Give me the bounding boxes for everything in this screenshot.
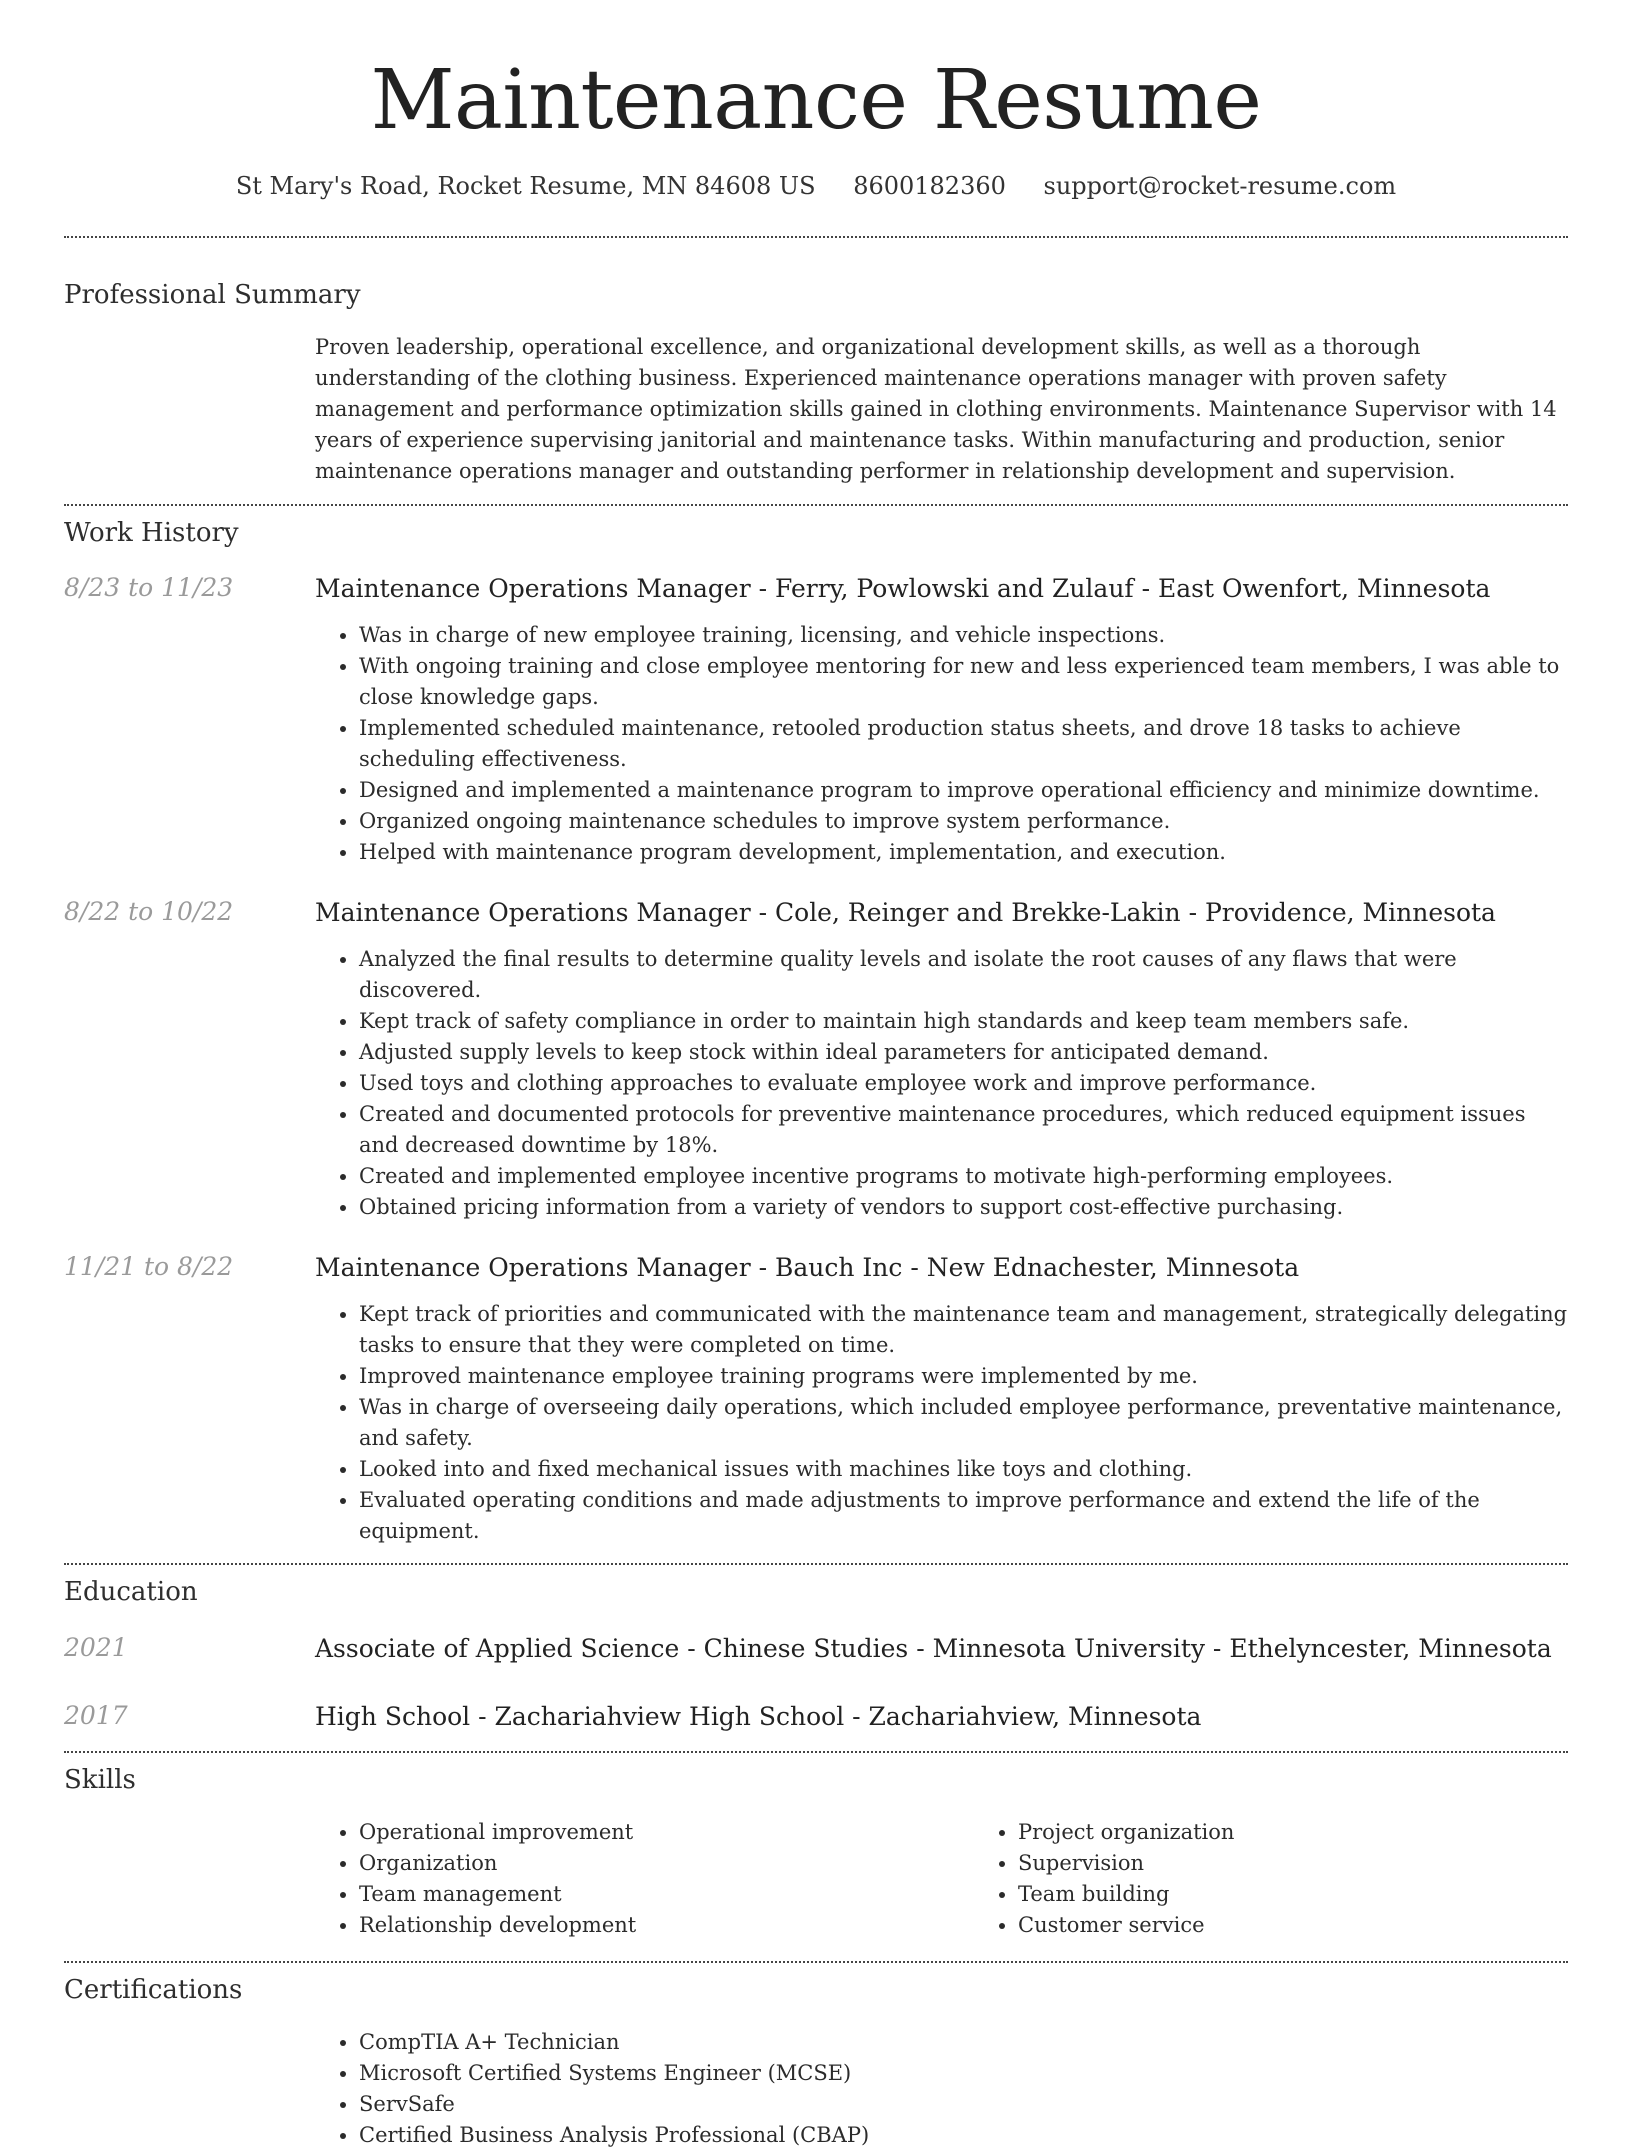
list-item: • Operational improvement	[359, 1817, 974, 1848]
job-dates: 8/22 to 10/22	[64, 897, 234, 927]
skills-heading: Skills	[64, 1765, 136, 1796]
education-heading: Education	[64, 1577, 198, 1608]
work-history-heading: Work History	[64, 518, 239, 549]
list-item: • Kept track of priorities and communicated with the maintenance team and management, strategically delegating tasks to ensure that they were completed on time.	[359, 1299, 1568, 1361]
list-item: • Designed and implemented a maintenance program to improve operational efficiency and minimize downtime.	[359, 775, 1568, 806]
skills-column	[974, 1817, 1632, 1941]
job-entry	[64, 1252, 1568, 1547]
section-divider	[64, 1563, 1568, 1565]
skills-list	[315, 1817, 1632, 1941]
education-year: 2017	[64, 1701, 128, 1731]
job-entry	[64, 897, 1568, 1223]
list-item: • Project organization	[1018, 1817, 1632, 1848]
resume-page	[64, 0, 1568, 2151]
list-item: • Relationship development	[359, 1910, 974, 1941]
list-item: • Team management	[359, 1879, 974, 1910]
job-title: Maintenance Operations Manager - Bauch Inc - New Ednachester, Minnesota	[315, 1253, 1300, 1283]
list-item: • Helped with maintenance program development, implementation, and execution.	[359, 837, 1568, 868]
list-item: • CompTIA A+ Technician	[359, 2027, 1568, 2058]
list-item: • Organized ongoing maintenance schedules to improve system performance.	[359, 806, 1568, 837]
section-divider	[64, 504, 1568, 506]
job-bullets	[315, 1299, 1568, 1547]
job-dates: 8/23 to 11/23	[64, 573, 234, 603]
list-item: • Team building	[1018, 1879, 1632, 1910]
email: support@rocket-resume.com	[1043, 172, 1397, 201]
list-item: • Looked into and fixed mechanical issues with machines like toys and clothing.	[359, 1454, 1568, 1485]
list-item: • Kept track of safety compliance in order to maintain high standards and keep team members safe.	[359, 1006, 1568, 1037]
list-item: • Customer service	[1018, 1910, 1632, 1941]
list-item: • Analyzed the final results to determine quality levels and isolate the root causes of any flaws that were discovered.	[359, 944, 1568, 1006]
list-item: • Was in charge of new employee training, licensing, and vehicle inspections.	[359, 620, 1568, 651]
list-item: • Certified Business Analysis Professional (CBAP)	[359, 2120, 1568, 2151]
list-item: • Was in charge of overseeing daily operations, which included employee performance, preventative maintenance, and safety.	[359, 1392, 1568, 1454]
job-dates: 11/21 to 8/22	[64, 1252, 234, 1282]
job-entry	[64, 573, 1568, 868]
section-divider	[64, 236, 1568, 238]
list-item: • With ongoing training and close employee mentoring for new and less experienced team members, I was able to close knowledge gaps.	[359, 651, 1568, 713]
certifications-list	[315, 2027, 1568, 2151]
education-title: Associate of Applied Science - Chinese Studies - Minnesota University - Ethelyncester, Minnesota	[315, 1634, 1552, 1664]
list-item: • Organization	[359, 1848, 974, 1879]
education-title: High School - Zachariahview High School - Zachariahview, Minnesota	[315, 1702, 1202, 1732]
summary-heading: Professional Summary	[64, 280, 361, 311]
section-divider	[64, 1961, 1568, 1963]
section-divider	[64, 1751, 1568, 1753]
job-title: Maintenance Operations Manager - Ferry, Powlowski and Zulauf - East Owenfort, Minnesota	[315, 574, 1491, 604]
list-item: • Adjusted supply levels to keep stock within ideal parameters for anticipated demand.	[359, 1037, 1568, 1068]
resume-title: Maintenance Resume	[370, 53, 1262, 148]
list-item: • Supervision	[1018, 1848, 1632, 1879]
list-item: • Created and implemented employee incentive programs to motivate high-performing employees.	[359, 1161, 1568, 1192]
list-item: • Evaluated operating conditions and made adjustments to improve performance and extend the life of the equipment.	[359, 1485, 1568, 1547]
list-item: • Implemented scheduled maintenance, retooled production status sheets, and drove 18 tasks to achieve scheduling effectiveness.	[359, 713, 1568, 775]
list-item: • Created and documented protocols for preventive maintenance procedures, which reduced equipment issues and decreased downtime by 18%.	[359, 1099, 1568, 1161]
education-entry	[64, 1701, 1568, 1733]
skills-column	[315, 1817, 974, 1941]
list-item: • Improved maintenance employee training programs were implemented by me.	[359, 1361, 1568, 1392]
summary-text: Proven leadership, operational excellence, and organizational development skills, as well as a thorough understanding of the clothing business. Experienced maintenance operations manager with proven safety management and performance optimization skills gained in clothing environments. Maintenance Supervisor with 14 years of experience supervising janitorial and maintenance tasks. Within manufacturing and production, senior maintenance operations manager and outstanding performer in relationship development and supervision.	[315, 335, 1557, 484]
list-item: • ServSafe	[359, 2089, 1568, 2120]
education-year: 2021	[64, 1633, 128, 1663]
certifications-row	[64, 2027, 1568, 2151]
summary-row	[64, 332, 1568, 487]
list-item: • Obtained pricing information from a variety of vendors to support cost-effective purchasing.	[359, 1192, 1568, 1223]
job-bullets	[315, 620, 1568, 868]
education-entry	[64, 1633, 1568, 1665]
list-item: • Microsoft Certified Systems Engineer (MCSE)	[359, 2058, 1568, 2089]
certifications-heading: Certifications	[64, 1975, 243, 2006]
job-title: Maintenance Operations Manager - Cole, Reinger and Brekke-Lakin - Providence, Minnesota	[315, 898, 1496, 928]
skills-row	[64, 1817, 1568, 1941]
job-bullets	[315, 944, 1568, 1223]
phone: 8600182360	[853, 172, 1006, 201]
list-item: • Used toys and clothing approaches to evaluate employee work and improve performance.	[359, 1068, 1568, 1099]
address: St Mary's Road, Rocket Resume, MN 84608 US	[235, 172, 816, 201]
contact-line	[64, 172, 1568, 200]
